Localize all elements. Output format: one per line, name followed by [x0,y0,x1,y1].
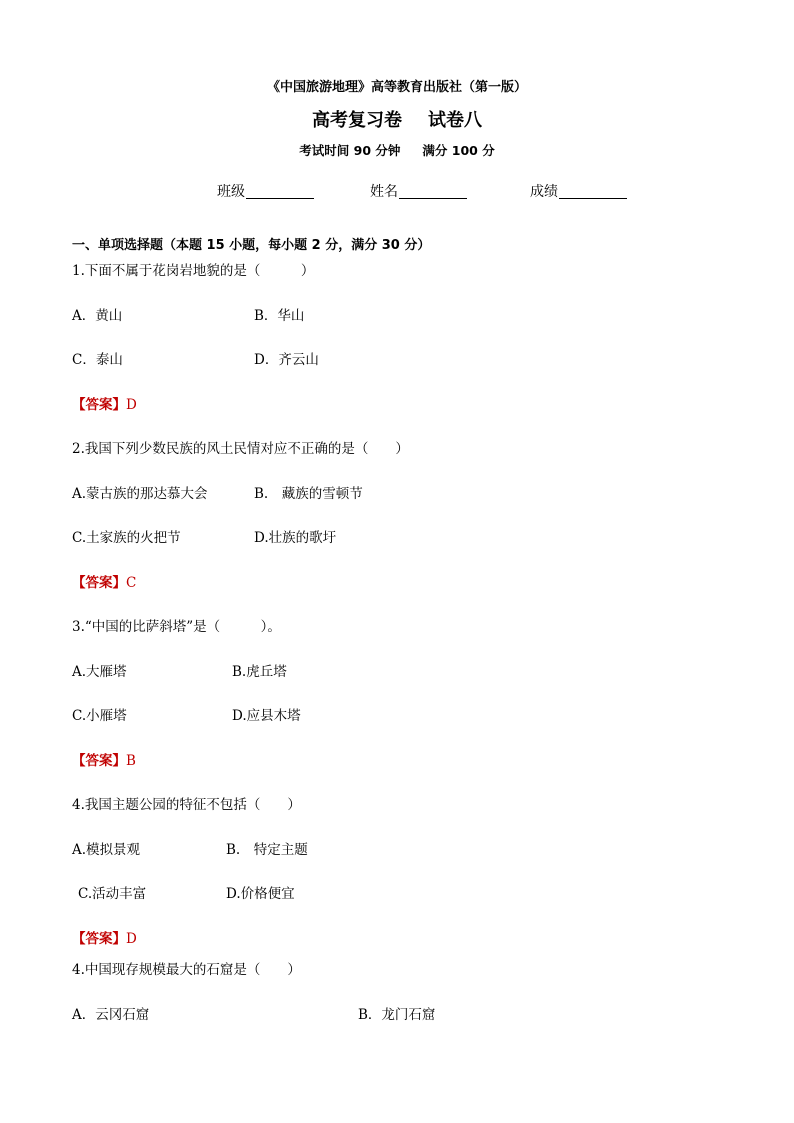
answer-value: B [126,753,136,769]
question-4-stem: 4.我国主题公园的特征不包括（ ） [72,797,301,813]
question-3-option-b: B.虎丘塔 [232,664,287,680]
question-1-option-d: D．齐云山 [254,352,319,368]
grade-field[interactable] [530,181,627,201]
question-1-option-c: C．泰山 [72,352,123,368]
question-3-option-d: D.应县木塔 [232,708,301,724]
exam-title [0,106,794,132]
question-1-answer [72,393,137,413]
question-3-answer [72,749,136,769]
question-2-option-a: A.蒙古族的那达慕大会 [72,486,208,502]
answer-tag: 【答案】 [72,397,126,413]
question-2-option-b: B. 藏族的雪顿节 [254,486,363,502]
question-1-option-b: B．华山 [254,308,305,324]
exam-time: 考试时间 90 分钟 [299,143,401,158]
exam-full-score: 满分 100 分 [422,143,495,158]
textbook-source: 《中国旅游地理》高等教育出版社（第一版） [266,80,527,95]
exam-title-main: 高考复习卷 [312,110,402,131]
question-3-option-c: C.小雁塔 [72,708,127,724]
question-2-stem: 2.我国下列少数民族的风土民情对应不正确的是（ ） [72,441,409,457]
answer-tag: 【答案】 [72,931,126,947]
answer-value: D [126,931,137,947]
name-label: 姓名 [370,184,398,200]
question-4-option-d: D.价格便宜 [226,886,295,902]
question-1-option-a: A．黄山 [72,308,123,324]
class-field[interactable] [217,181,314,201]
class-blank[interactable] [246,183,314,199]
question-4-answer [72,927,137,947]
answer-value: C [126,575,137,591]
grade-label: 成绩 [530,184,558,200]
answer-tag: 【答案】 [72,575,126,591]
question-5-option-a: A．云冈石窟 [72,1007,150,1023]
question-2-answer [72,571,136,591]
question-1-stem: 1.下面不属于花岗岩地貌的是（ ） [72,263,315,279]
question-2-option-d: D.壮族的歌圩 [254,530,337,546]
exam-title-number: 试卷八 [428,110,482,131]
question-5-option-b: B．龙门石窟 [358,1007,436,1023]
name-field[interactable] [370,181,467,201]
exam-meta [0,141,794,159]
answer-tag: 【答案】 [72,753,126,769]
section-title: 一、单项选择题（本题 15 小题，每小题 2 分，满分 30 分） [72,238,431,253]
question-3-option-a: A.大雁塔 [72,664,127,680]
question-4-option-b: B. 特定主题 [226,842,308,858]
grade-blank[interactable] [559,183,627,199]
question-4-option-a: A.模拟景观 [72,842,141,858]
question-5-stem: 4.中国现存规模最大的石窟是（ ） [72,962,301,978]
question-2-option-c: C.土家族的火把节 [72,530,181,546]
question-3-stem: 3.“中国的比萨斜塔”是（ ）。 [72,619,281,635]
name-blank[interactable] [399,183,467,199]
class-label: 班级 [217,184,245,200]
question-4-option-c: C.活动丰富 [78,886,147,902]
answer-value: D [126,397,137,413]
